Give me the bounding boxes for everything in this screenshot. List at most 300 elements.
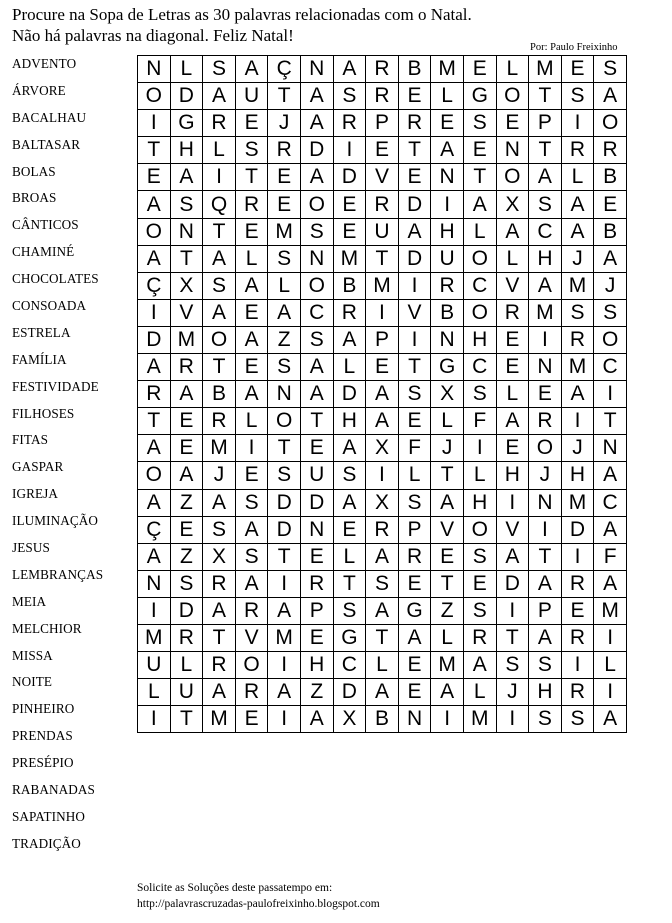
- grid-cell[interactable]: U: [235, 83, 268, 110]
- grid-cell[interactable]: E: [496, 354, 529, 381]
- grid-cell[interactable]: A: [333, 489, 366, 516]
- grid-cell[interactable]: R: [333, 299, 366, 326]
- grid-cell[interactable]: P: [366, 110, 399, 137]
- grid-cell[interactable]: A: [594, 245, 627, 272]
- grid-cell[interactable]: Ç: [138, 516, 171, 543]
- grid-cell[interactable]: O: [138, 83, 171, 110]
- grid-cell[interactable]: I: [529, 516, 562, 543]
- grid-cell[interactable]: A: [235, 56, 268, 83]
- grid-cell[interactable]: J: [431, 435, 464, 462]
- grid-cell[interactable]: A: [431, 489, 464, 516]
- grid-cell[interactable]: S: [235, 489, 268, 516]
- grid-cell[interactable]: L: [366, 652, 399, 679]
- grid-cell[interactable]: J: [561, 245, 594, 272]
- grid-cell[interactable]: E: [333, 516, 366, 543]
- grid-cell[interactable]: R: [235, 191, 268, 218]
- grid-cell[interactable]: L: [431, 83, 464, 110]
- grid-cell[interactable]: I: [268, 706, 301, 733]
- grid-cell[interactable]: E: [333, 191, 366, 218]
- grid-cell[interactable]: S: [333, 83, 366, 110]
- grid-cell[interactable]: R: [203, 570, 236, 597]
- grid-cell[interactable]: S: [366, 570, 399, 597]
- grid-cell[interactable]: R: [561, 326, 594, 353]
- grid-cell[interactable]: R: [496, 299, 529, 326]
- grid-cell[interactable]: A: [170, 462, 203, 489]
- grid-cell[interactable]: Z: [170, 543, 203, 570]
- grid-cell[interactable]: R: [170, 354, 203, 381]
- grid-cell[interactable]: A: [235, 516, 268, 543]
- grid-cell[interactable]: C: [300, 299, 333, 326]
- grid-cell[interactable]: A: [529, 624, 562, 651]
- grid-cell[interactable]: M: [529, 56, 562, 83]
- grid-cell[interactable]: I: [366, 299, 399, 326]
- grid-cell[interactable]: Q: [203, 191, 236, 218]
- grid-cell[interactable]: R: [268, 137, 301, 164]
- grid-cell[interactable]: O: [235, 652, 268, 679]
- grid-cell[interactable]: D: [333, 381, 366, 408]
- grid-cell[interactable]: R: [594, 137, 627, 164]
- grid-cell[interactable]: D: [170, 83, 203, 110]
- grid-cell[interactable]: J: [203, 462, 236, 489]
- grid-cell[interactable]: O: [496, 83, 529, 110]
- grid-cell[interactable]: A: [529, 570, 562, 597]
- grid-cell[interactable]: Z: [431, 597, 464, 624]
- grid-cell[interactable]: S: [463, 597, 496, 624]
- grid-cell[interactable]: R: [170, 624, 203, 651]
- grid-cell[interactable]: P: [300, 597, 333, 624]
- grid-cell[interactable]: A: [496, 218, 529, 245]
- grid-cell[interactable]: B: [431, 299, 464, 326]
- grid-cell[interactable]: L: [170, 56, 203, 83]
- grid-cell[interactable]: O: [138, 462, 171, 489]
- grid-cell[interactable]: R: [561, 679, 594, 706]
- grid-cell[interactable]: A: [333, 435, 366, 462]
- grid-cell[interactable]: T: [138, 408, 171, 435]
- grid-cell[interactable]: G: [170, 110, 203, 137]
- grid-cell[interactable]: I: [594, 381, 627, 408]
- grid-cell[interactable]: A: [594, 462, 627, 489]
- grid-cell[interactable]: E: [561, 56, 594, 83]
- grid-cell[interactable]: I: [138, 110, 171, 137]
- grid-cell[interactable]: E: [398, 570, 431, 597]
- grid-cell[interactable]: H: [529, 245, 562, 272]
- grid-cell[interactable]: M: [170, 326, 203, 353]
- grid-cell[interactable]: A: [203, 83, 236, 110]
- grid-cell[interactable]: Z: [268, 326, 301, 353]
- grid-cell[interactable]: A: [138, 543, 171, 570]
- grid-cell[interactable]: S: [561, 299, 594, 326]
- grid-cell[interactable]: S: [203, 516, 236, 543]
- grid-cell[interactable]: E: [366, 137, 399, 164]
- grid-cell[interactable]: T: [594, 408, 627, 435]
- grid-cell[interactable]: A: [366, 381, 399, 408]
- grid-cell[interactable]: S: [463, 110, 496, 137]
- grid-cell[interactable]: L: [203, 137, 236, 164]
- grid-cell[interactable]: X: [431, 381, 464, 408]
- grid-cell[interactable]: T: [268, 543, 301, 570]
- grid-cell[interactable]: A: [561, 218, 594, 245]
- grid-cell[interactable]: E: [398, 164, 431, 191]
- grid-cell[interactable]: I: [398, 326, 431, 353]
- grid-cell[interactable]: E: [235, 706, 268, 733]
- grid-cell[interactable]: I: [529, 326, 562, 353]
- grid-cell[interactable]: A: [203, 597, 236, 624]
- grid-cell[interactable]: E: [496, 435, 529, 462]
- grid-cell[interactable]: I: [203, 164, 236, 191]
- grid-cell[interactable]: N: [496, 137, 529, 164]
- grid-cell[interactable]: A: [235, 570, 268, 597]
- grid-cell[interactable]: A: [138, 435, 171, 462]
- grid-cell[interactable]: C: [594, 489, 627, 516]
- grid-cell[interactable]: E: [170, 516, 203, 543]
- grid-cell[interactable]: T: [203, 624, 236, 651]
- grid-cell[interactable]: R: [138, 381, 171, 408]
- grid-cell[interactable]: I: [138, 597, 171, 624]
- grid-cell[interactable]: V: [431, 516, 464, 543]
- grid-cell[interactable]: N: [398, 706, 431, 733]
- grid-cell[interactable]: A: [333, 326, 366, 353]
- grid-cell[interactable]: I: [561, 110, 594, 137]
- grid-cell[interactable]: S: [333, 597, 366, 624]
- grid-cell[interactable]: S: [463, 381, 496, 408]
- grid-cell[interactable]: D: [398, 191, 431, 218]
- grid-cell[interactable]: S: [170, 570, 203, 597]
- grid-cell[interactable]: R: [203, 652, 236, 679]
- grid-cell[interactable]: A: [268, 597, 301, 624]
- grid-cell[interactable]: M: [268, 218, 301, 245]
- grid-cell[interactable]: S: [561, 83, 594, 110]
- grid-cell[interactable]: S: [203, 56, 236, 83]
- grid-cell[interactable]: N: [594, 435, 627, 462]
- grid-cell[interactable]: R: [366, 516, 399, 543]
- grid-cell[interactable]: Z: [170, 489, 203, 516]
- grid-cell[interactable]: E: [529, 381, 562, 408]
- grid-cell[interactable]: E: [268, 191, 301, 218]
- grid-cell[interactable]: T: [235, 164, 268, 191]
- grid-cell[interactable]: R: [463, 624, 496, 651]
- grid-cell[interactable]: A: [203, 245, 236, 272]
- grid-cell[interactable]: O: [463, 516, 496, 543]
- grid-cell[interactable]: A: [529, 272, 562, 299]
- grid-cell[interactable]: T: [203, 218, 236, 245]
- grid-cell[interactable]: A: [333, 56, 366, 83]
- grid-cell[interactable]: T: [138, 137, 171, 164]
- grid-cell[interactable]: A: [235, 272, 268, 299]
- grid-cell[interactable]: T: [529, 83, 562, 110]
- grid-cell[interactable]: V: [170, 299, 203, 326]
- grid-cell[interactable]: B: [366, 706, 399, 733]
- grid-cell[interactable]: E: [463, 56, 496, 83]
- grid-cell[interactable]: B: [398, 56, 431, 83]
- grid-cell[interactable]: S: [170, 191, 203, 218]
- grid-cell[interactable]: R: [398, 543, 431, 570]
- grid-cell[interactable]: M: [431, 652, 464, 679]
- grid-cell[interactable]: H: [463, 489, 496, 516]
- grid-cell[interactable]: E: [235, 299, 268, 326]
- grid-cell[interactable]: E: [300, 624, 333, 651]
- grid-cell[interactable]: N: [529, 489, 562, 516]
- grid-cell[interactable]: H: [463, 326, 496, 353]
- grid-cell[interactable]: I: [594, 679, 627, 706]
- grid-cell[interactable]: D: [398, 245, 431, 272]
- grid-cell[interactable]: L: [398, 462, 431, 489]
- grid-cell[interactable]: R: [235, 679, 268, 706]
- grid-cell[interactable]: O: [594, 110, 627, 137]
- grid-cell[interactable]: A: [170, 164, 203, 191]
- grid-cell[interactable]: S: [398, 489, 431, 516]
- grid-cell[interactable]: E: [398, 83, 431, 110]
- grid-cell[interactable]: J: [268, 110, 301, 137]
- grid-cell[interactable]: G: [333, 624, 366, 651]
- grid-cell[interactable]: D: [561, 516, 594, 543]
- grid-cell[interactable]: D: [333, 164, 366, 191]
- grid-cell[interactable]: I: [268, 652, 301, 679]
- grid-cell[interactable]: L: [333, 543, 366, 570]
- grid-cell[interactable]: A: [170, 381, 203, 408]
- grid-cell[interactable]: T: [268, 435, 301, 462]
- grid-cell[interactable]: N: [300, 516, 333, 543]
- grid-cell[interactable]: I: [561, 652, 594, 679]
- grid-cell[interactable]: T: [431, 570, 464, 597]
- grid-cell[interactable]: N: [170, 218, 203, 245]
- grid-cell[interactable]: T: [366, 624, 399, 651]
- grid-cell[interactable]: R: [431, 272, 464, 299]
- grid-cell[interactable]: V: [235, 624, 268, 651]
- grid-cell[interactable]: M: [366, 272, 399, 299]
- grid-cell[interactable]: A: [138, 489, 171, 516]
- grid-cell[interactable]: L: [170, 652, 203, 679]
- grid-cell[interactable]: U: [366, 218, 399, 245]
- grid-cell[interactable]: F: [594, 543, 627, 570]
- grid-cell[interactable]: O: [268, 408, 301, 435]
- grid-cell[interactable]: T: [431, 462, 464, 489]
- grid-cell[interactable]: S: [333, 462, 366, 489]
- grid-cell[interactable]: A: [431, 679, 464, 706]
- grid-cell[interactable]: A: [300, 381, 333, 408]
- grid-cell[interactable]: S: [594, 56, 627, 83]
- grid-cell[interactable]: A: [235, 326, 268, 353]
- grid-cell[interactable]: S: [529, 191, 562, 218]
- grid-cell[interactable]: F: [398, 435, 431, 462]
- grid-cell[interactable]: A: [463, 191, 496, 218]
- grid-cell[interactable]: T: [366, 245, 399, 272]
- grid-cell[interactable]: P: [366, 326, 399, 353]
- grid-cell[interactable]: O: [463, 245, 496, 272]
- grid-cell[interactable]: Ç: [138, 272, 171, 299]
- grid-cell[interactable]: L: [138, 679, 171, 706]
- grid-cell[interactable]: R: [529, 408, 562, 435]
- grid-cell[interactable]: J: [529, 462, 562, 489]
- grid-cell[interactable]: S: [463, 543, 496, 570]
- grid-cell[interactable]: L: [431, 408, 464, 435]
- grid-cell[interactable]: I: [496, 597, 529, 624]
- grid-cell[interactable]: R: [366, 56, 399, 83]
- grid-cell[interactable]: N: [300, 56, 333, 83]
- grid-cell[interactable]: S: [268, 462, 301, 489]
- grid-cell[interactable]: D: [170, 597, 203, 624]
- grid-cell[interactable]: R: [398, 110, 431, 137]
- grid-cell[interactable]: L: [463, 679, 496, 706]
- grid-cell[interactable]: U: [300, 462, 333, 489]
- grid-cell[interactable]: A: [203, 489, 236, 516]
- grid-cell[interactable]: T: [333, 570, 366, 597]
- grid-cell[interactable]: D: [268, 516, 301, 543]
- grid-cell[interactable]: A: [300, 83, 333, 110]
- grid-cell[interactable]: C: [594, 354, 627, 381]
- grid-cell[interactable]: A: [138, 354, 171, 381]
- grid-cell[interactable]: H: [561, 462, 594, 489]
- grid-cell[interactable]: D: [300, 137, 333, 164]
- grid-cell[interactable]: P: [398, 516, 431, 543]
- grid-cell[interactable]: S: [300, 218, 333, 245]
- grid-cell[interactable]: R: [561, 137, 594, 164]
- grid-cell[interactable]: J: [594, 272, 627, 299]
- grid-cell[interactable]: M: [561, 354, 594, 381]
- grid-cell[interactable]: H: [333, 408, 366, 435]
- grid-cell[interactable]: L: [561, 164, 594, 191]
- grid-cell[interactable]: M: [138, 624, 171, 651]
- grid-cell[interactable]: R: [235, 597, 268, 624]
- grid-cell[interactable]: P: [529, 110, 562, 137]
- grid-cell[interactable]: G: [398, 597, 431, 624]
- grid-cell[interactable]: N: [138, 570, 171, 597]
- grid-cell[interactable]: E: [138, 164, 171, 191]
- grid-cell[interactable]: A: [268, 299, 301, 326]
- grid-cell[interactable]: M: [463, 706, 496, 733]
- grid-cell[interactable]: I: [138, 706, 171, 733]
- grid-cell[interactable]: T: [170, 706, 203, 733]
- grid-cell[interactable]: I: [496, 489, 529, 516]
- grid-cell[interactable]: M: [561, 272, 594, 299]
- grid-cell[interactable]: L: [268, 272, 301, 299]
- grid-cell[interactable]: S: [300, 326, 333, 353]
- grid-cell[interactable]: E: [594, 191, 627, 218]
- grid-cell[interactable]: X: [496, 191, 529, 218]
- grid-cell[interactable]: C: [529, 218, 562, 245]
- grid-cell[interactable]: I: [366, 462, 399, 489]
- grid-cell[interactable]: J: [496, 679, 529, 706]
- grid-cell[interactable]: A: [203, 679, 236, 706]
- grid-cell[interactable]: E: [170, 435, 203, 462]
- grid-cell[interactable]: R: [203, 408, 236, 435]
- grid-cell[interactable]: B: [594, 164, 627, 191]
- grid-cell[interactable]: N: [268, 381, 301, 408]
- grid-cell[interactable]: A: [235, 381, 268, 408]
- grid-cell[interactable]: A: [138, 191, 171, 218]
- grid-cell[interactable]: L: [496, 56, 529, 83]
- grid-cell[interactable]: M: [529, 299, 562, 326]
- grid-cell[interactable]: Ç: [268, 56, 301, 83]
- grid-cell[interactable]: P: [529, 597, 562, 624]
- grid-cell[interactable]: O: [300, 191, 333, 218]
- grid-cell[interactable]: I: [561, 408, 594, 435]
- grid-cell[interactable]: N: [431, 326, 464, 353]
- grid-cell[interactable]: V: [496, 272, 529, 299]
- grid-cell[interactable]: I: [268, 570, 301, 597]
- grid-cell[interactable]: M: [268, 624, 301, 651]
- grid-cell[interactable]: A: [366, 543, 399, 570]
- grid-cell[interactable]: O: [496, 164, 529, 191]
- grid-cell[interactable]: T: [529, 137, 562, 164]
- grid-cell[interactable]: I: [235, 435, 268, 462]
- grid-cell[interactable]: O: [203, 326, 236, 353]
- grid-cell[interactable]: E: [398, 679, 431, 706]
- grid-cell[interactable]: L: [496, 381, 529, 408]
- grid-cell[interactable]: S: [268, 245, 301, 272]
- grid-cell[interactable]: I: [431, 191, 464, 218]
- grid-cell[interactable]: O: [138, 218, 171, 245]
- grid-cell[interactable]: L: [463, 218, 496, 245]
- grid-cell[interactable]: I: [561, 543, 594, 570]
- grid-cell[interactable]: A: [594, 516, 627, 543]
- grid-cell[interactable]: S: [529, 706, 562, 733]
- grid-cell[interactable]: O: [300, 272, 333, 299]
- grid-cell[interactable]: C: [463, 272, 496, 299]
- grid-cell[interactable]: T: [529, 543, 562, 570]
- grid-cell[interactable]: E: [300, 435, 333, 462]
- grid-cell[interactable]: M: [594, 597, 627, 624]
- grid-cell[interactable]: R: [300, 570, 333, 597]
- grid-cell[interactable]: R: [333, 110, 366, 137]
- grid-cell[interactable]: E: [268, 164, 301, 191]
- grid-cell[interactable]: T: [398, 354, 431, 381]
- grid-cell[interactable]: A: [561, 191, 594, 218]
- grid-cell[interactable]: D: [268, 489, 301, 516]
- grid-cell[interactable]: E: [333, 218, 366, 245]
- grid-cell[interactable]: I: [594, 624, 627, 651]
- grid-cell[interactable]: T: [496, 624, 529, 651]
- grid-cell[interactable]: E: [235, 462, 268, 489]
- grid-cell[interactable]: A: [594, 83, 627, 110]
- grid-cell[interactable]: H: [529, 679, 562, 706]
- grid-cell[interactable]: L: [496, 245, 529, 272]
- grid-cell[interactable]: M: [203, 435, 236, 462]
- grid-cell[interactable]: B: [203, 381, 236, 408]
- grid-cell[interactable]: S: [594, 299, 627, 326]
- grid-cell[interactable]: T: [300, 408, 333, 435]
- grid-cell[interactable]: L: [431, 624, 464, 651]
- grid-cell[interactable]: H: [496, 462, 529, 489]
- grid-cell[interactable]: L: [594, 652, 627, 679]
- grid-cell[interactable]: X: [170, 272, 203, 299]
- grid-cell[interactable]: E: [398, 652, 431, 679]
- grid-cell[interactable]: A: [268, 679, 301, 706]
- grid-cell[interactable]: N: [300, 245, 333, 272]
- grid-cell[interactable]: I: [398, 272, 431, 299]
- grid-cell[interactable]: A: [594, 570, 627, 597]
- grid-cell[interactable]: L: [235, 245, 268, 272]
- grid-cell[interactable]: E: [366, 354, 399, 381]
- grid-cell[interactable]: S: [268, 354, 301, 381]
- grid-cell[interactable]: T: [268, 83, 301, 110]
- grid-cell[interactable]: A: [594, 706, 627, 733]
- grid-cell[interactable]: S: [496, 652, 529, 679]
- grid-cell[interactable]: B: [594, 218, 627, 245]
- grid-cell[interactable]: I: [463, 435, 496, 462]
- grid-cell[interactable]: R: [366, 83, 399, 110]
- grid-cell[interactable]: E: [496, 110, 529, 137]
- grid-cell[interactable]: V: [398, 299, 431, 326]
- grid-cell[interactable]: G: [463, 83, 496, 110]
- grid-cell[interactable]: C: [333, 652, 366, 679]
- grid-cell[interactable]: A: [529, 164, 562, 191]
- grid-cell[interactable]: T: [203, 354, 236, 381]
- grid-cell[interactable]: A: [138, 245, 171, 272]
- grid-cell[interactable]: A: [300, 354, 333, 381]
- grid-cell[interactable]: A: [398, 218, 431, 245]
- grid-cell[interactable]: E: [235, 110, 268, 137]
- grid-cell[interactable]: M: [333, 245, 366, 272]
